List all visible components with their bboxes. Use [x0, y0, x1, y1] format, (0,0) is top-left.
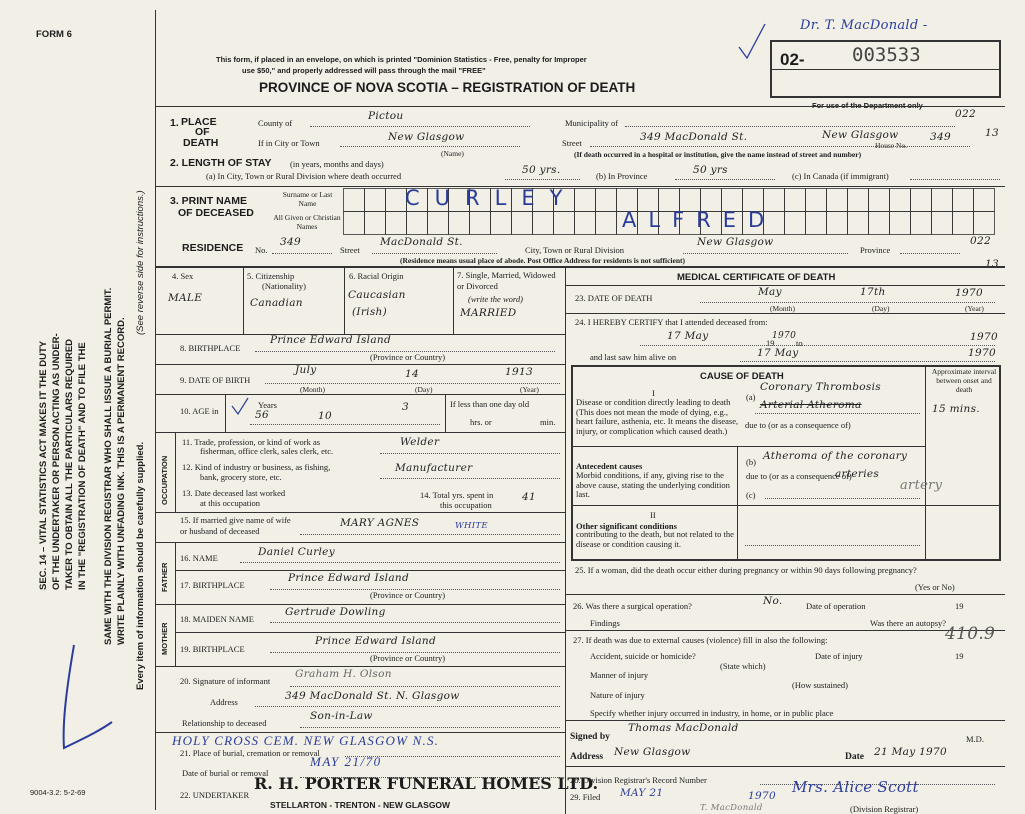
operation-date-label: Date of operation	[806, 601, 866, 611]
yes-no-sub: (Yes or No)	[915, 582, 955, 592]
age-label: 10. AGE in	[180, 406, 219, 416]
signed-by-label: Signed by	[570, 732, 610, 742]
attended-to-year: 1970	[970, 331, 998, 343]
name-grid-cell	[344, 212, 365, 235]
cause-header: CAUSE OF DEATH	[700, 371, 784, 382]
spouse-value-2: WHITE	[455, 521, 488, 531]
md-label: M.D.	[966, 734, 984, 744]
citizenship-value: Canadian	[250, 297, 303, 309]
birthplace-value: Prince Edward Island	[270, 334, 391, 346]
due-to-label-2: due to (or as a consequence of)	[746, 471, 852, 481]
registrar-signature: Mrs. Alice Scott	[792, 778, 919, 796]
how-sustained-sub: (How sustained)	[792, 680, 848, 690]
physician-date-value: 21 May 1970	[874, 746, 948, 758]
stay-b-value: 50 yrs	[693, 164, 728, 176]
mother-maiden-label: 18. MAIDEN NAME	[180, 614, 254, 624]
surname-label: Surname or Last Name	[282, 190, 333, 208]
name-grid-cell	[806, 212, 827, 235]
undertaker-name: R. H. PORTER FUNERAL HOMES LTD.	[254, 774, 599, 793]
undertaker-address: STELLARTON - TRENTON - NEW GLASGOW	[270, 800, 451, 810]
age-years: 56	[255, 409, 269, 421]
spouse-label: 15. If married give name of wife	[180, 515, 291, 525]
stay-a-value: 50 yrs.	[522, 164, 561, 176]
race-label: 6. Racial Origin	[349, 271, 404, 281]
dob-label: 9. DATE OF BIRTH	[180, 375, 251, 385]
name-label-1: 3. PRINT NAME	[170, 195, 248, 207]
name-grid-cell	[890, 189, 911, 212]
side-instruction-2: OF THE UNDERTAKER OR PERSON ACTING AS UNDER-	[51, 333, 62, 590]
father-side-label: FATHER	[160, 562, 169, 592]
name-grid-cell	[911, 189, 932, 212]
part-one-label: I	[652, 388, 655, 398]
municipality-label: Municipality of	[565, 118, 619, 128]
mother-birthplace-label: 19. BIRTHPLACE	[180, 644, 245, 654]
stay-label: 2. LENGTH OF STAY	[170, 157, 272, 169]
attended-to: to	[796, 338, 803, 348]
residence-street: MacDonald St.	[380, 236, 463, 248]
other-conditions-desc: contributing to the death, but not related to the disease or condition causing it.	[576, 529, 734, 549]
stay-c-label: (c) In Canada (if immigrant)	[792, 171, 889, 181]
name-grid-cell	[785, 212, 806, 235]
name-grid-cell	[386, 189, 407, 212]
name-grid-cell	[932, 212, 953, 235]
place-code-2: 13	[985, 127, 999, 139]
name-grid-cell	[470, 212, 491, 235]
antecedent-description: Morbid conditions, if any, giving rise to the above cause, stating the underlying condition last.	[576, 470, 730, 499]
sex-value: MALE	[168, 292, 203, 304]
marital-value: MARRIED	[460, 307, 517, 319]
informant-address-label: Address	[210, 697, 238, 707]
name-grid-cell	[575, 189, 596, 212]
name-grid-cell	[806, 189, 827, 212]
occupation-side-label: OCCUPATION	[160, 455, 169, 505]
cause-a-label: (a)	[746, 392, 756, 402]
registration-prefix: 02-	[780, 50, 805, 69]
undertaker-label: 22. UNDERTAKER	[180, 790, 250, 800]
side-instruction-5: SAME WITH THE DIVISION REGISTRAR WHO SHALL ISSUE A BURIAL PERMIT.	[103, 287, 114, 645]
department-code: 022	[955, 108, 976, 120]
dob-day: 14	[405, 368, 419, 380]
death-year-sub: (Year)	[965, 304, 984, 313]
residence-no: 349	[280, 236, 301, 248]
name-grid-cell	[848, 212, 869, 235]
name-grid-cell	[365, 212, 386, 235]
occ-14-label: 14. Total yrs. spent in	[420, 490, 494, 500]
side-instruction-6: WRITE PLAINLY WITH UNFADING INK. THIS IS A PERMANENT RECORD.	[116, 317, 127, 645]
nature-label: Nature of injury	[590, 690, 645, 700]
name-grid-cell	[596, 189, 617, 212]
death-month-sub: (Month)	[770, 304, 795, 313]
certify-label: 24. I HEREBY CERTIFY that I attended deceased from:	[575, 317, 768, 327]
name-grid-cell	[428, 212, 449, 235]
stay-b-label: (b) In Province	[596, 171, 648, 181]
father-name: Daniel Curley	[258, 546, 335, 558]
age-min-label: min.	[540, 417, 556, 427]
city-name-sub: (Name)	[441, 149, 464, 158]
attended-from: 17 May	[667, 330, 709, 342]
cause-b-value-2: arteries	[835, 468, 880, 480]
burial-place-label: 21. Place of burial, cremation or removal	[180, 748, 320, 758]
name-grid-cell	[596, 212, 617, 235]
attended-nineteen: 19	[766, 338, 775, 348]
filed-year: 1970	[748, 790, 776, 802]
race-value: Caucasian	[348, 289, 406, 301]
q28-label: 28. Division Registrar's Record Number	[570, 775, 707, 785]
stay-a-label: (a) In City, Town or Rural Division where death occurred	[206, 171, 402, 181]
name-grid-cell	[575, 212, 596, 235]
state-which-sub: (State which)	[720, 661, 766, 671]
death-day-sub: (Day)	[872, 304, 890, 313]
marital-sub: (write the word)	[468, 294, 523, 304]
father-birthplace-sub: (Province or Country)	[370, 590, 446, 600]
residence-label: RESIDENCE	[182, 242, 244, 254]
bottom-note: T. MacDonald	[700, 803, 763, 813]
residence-code: 022	[970, 235, 991, 247]
death-month: May	[758, 286, 782, 298]
father-birthplace-label: 17. BIRTHPLACE	[180, 580, 245, 590]
spouse-value: MARY AGNES	[340, 517, 420, 529]
name-grid-cell	[785, 189, 806, 212]
injury-date-label: Date of injury	[815, 651, 863, 661]
residence-no-label: No.	[255, 245, 268, 255]
name-grid-cell	[554, 212, 575, 235]
findings-label: Findings	[590, 618, 620, 628]
due-to-label-1: due to (or as a consequence of)	[745, 420, 851, 430]
medical-header: MEDICAL CERTIFICATE OF DEATH	[677, 272, 836, 283]
given-value: ALFRED	[622, 208, 777, 232]
county-label: County of	[258, 118, 293, 128]
given-label: All Given or Christian Names	[273, 213, 341, 231]
q25-label: 25. If a woman, did the death occur either during pregnancy or within 90 days following pregnancy?	[575, 565, 917, 575]
residence-note: (Residence means usual place of abode. Post Office Address for residents is not sufficient)	[400, 256, 685, 265]
icd-mark: 410.9	[945, 624, 996, 644]
residence-street-label: Street	[340, 245, 360, 255]
occ-11-value: Welder	[400, 436, 440, 448]
birthplace-sub: (Province or Country)	[370, 352, 446, 362]
cause-a-value-2: Arterial Atheroma	[760, 399, 862, 411]
residence-city-label: City, Town or Rural Division	[525, 245, 625, 255]
residence-city: New Glasgow	[697, 236, 774, 248]
postage-note-1: This form, if placed in an envelope, on which is printed "Dominion Statistics - Free, penalty for Improper	[216, 55, 587, 64]
checkmark-icon	[737, 22, 767, 62]
cause-b-value-3: artery	[900, 478, 943, 493]
dob-month: July	[295, 364, 317, 376]
side-instruction-8: (See reverse side for instructions.)	[135, 190, 146, 335]
name-grid-cell	[344, 189, 365, 212]
specify-label: Specify whether injury occurred in industry, in home, or in public place	[590, 708, 834, 718]
cause-a-value: Coronary Thrombosis	[760, 381, 881, 393]
age-check-icon	[230, 396, 250, 416]
name-grid-cell	[827, 189, 848, 212]
mother-birthplace: Prince Edward Island	[315, 635, 436, 647]
cause-c-label: (c)	[746, 490, 756, 500]
marital-label: 7. Single, Married, Widowed or Divorced	[457, 270, 556, 291]
dob-year-sub: (Year)	[520, 385, 539, 394]
sex-label: 4. Sex	[172, 271, 194, 281]
age-days: 3	[402, 401, 409, 413]
name-grid-cell	[974, 189, 995, 212]
approx-interval-label: Approximate interval between onset and death	[931, 367, 997, 394]
county-value: Pictou	[368, 110, 404, 122]
place-num: 1.	[170, 117, 179, 129]
q29-label: 29. Filed	[570, 792, 601, 802]
name-grid-cell	[974, 212, 995, 235]
form-title: PROVINCE OF NOVA SCOTIA – REGISTRATION OF DEATH	[259, 80, 636, 95]
house-value: 349	[930, 131, 951, 143]
part-two-label: II	[650, 510, 656, 520]
spouse-label-2: or husband of deceased	[180, 526, 260, 536]
mother-birthplace-sub: (Province or Country)	[370, 653, 446, 663]
hospital-note: (If death occurred in a hospital or institution, give the name instead of street and number)	[574, 150, 862, 159]
occ-13-label: 13. Date deceased last worked	[182, 488, 286, 498]
age-hrs-label: hrs. or	[470, 417, 492, 427]
handwritten-mark	[40, 640, 120, 760]
filed-date: MAY 21	[620, 787, 664, 799]
name-grid-cell	[911, 212, 932, 235]
side-instruction-4: IN THE "REGISTRATION OF DEATH" AND TO FILE THE	[77, 342, 88, 590]
father-name-label: 16. NAME	[180, 553, 218, 563]
occ-12-label: 12. Kind of industry or business, as fishing,	[182, 462, 331, 472]
other-conditions-label: Other significant conditions	[576, 521, 677, 531]
name-grid-cell	[827, 212, 848, 235]
age-months: 10	[318, 410, 332, 422]
relationship-value: Son-in-Law	[310, 710, 373, 722]
name-grid-cell	[848, 189, 869, 212]
informant-sig-label: 20. Signature of informant	[180, 676, 271, 686]
operation-year-label: 19	[955, 601, 964, 611]
antecedent-label: Antecedent causes	[576, 461, 643, 471]
signed-by-value: Thomas MacDonald	[628, 722, 739, 734]
name-grid-cell	[869, 212, 890, 235]
occ-13-sub: at this occupation	[200, 498, 260, 508]
registration-number: 003533	[852, 44, 921, 66]
last-saw-label: and last saw him alive on	[590, 352, 677, 362]
q26-value: No.	[763, 595, 783, 607]
cause-b-value: Atheroma of the coronary	[763, 450, 908, 462]
physician-address-label: Address	[570, 752, 604, 762]
city-value: New Glasgow	[388, 131, 465, 143]
name-grid-cell	[533, 212, 554, 235]
side-instruction-1: SEC. 14 – VITAL STATISTICS ACT MAKES IT THE DUTY	[38, 340, 49, 590]
postage-note-2: use $50," and properly addressed will pass through the mail "FREE"	[242, 66, 486, 75]
form-code: 9004-3.2: 5-2-69	[30, 788, 86, 797]
side-instruction-3: TAKER TO OBTAIN ALL THE PARTICULARS REQUIRED	[64, 338, 75, 590]
name-grid-cell	[407, 212, 428, 235]
form-number: FORM 6	[36, 29, 72, 40]
physician-address-value: New Glasgow	[614, 746, 691, 758]
last-saw-date: 17 May	[757, 347, 799, 359]
name-grid-cell	[869, 189, 890, 212]
attended-from-year: 1970	[772, 331, 797, 341]
street-label: Street	[562, 138, 582, 148]
citizenship-label: 5. Citizenship	[247, 271, 295, 281]
citizenship-sub: (Nationality)	[262, 281, 306, 291]
department-use-label: For use of the Department only	[812, 101, 923, 110]
disease-description: Disease or condition directly leading to death (This does not mean the mode of dying, e.g., heart failure, asthenia, etc. It means the disease, injury, or complication which caused death.)	[576, 397, 739, 436]
place-label-1: PLACE	[181, 116, 217, 128]
relationship-label: Relationship to deceased	[182, 718, 267, 728]
name-grid-cell	[386, 212, 407, 235]
residence-province-label: Province	[860, 245, 891, 255]
manner-label: Manner of injury	[590, 670, 649, 680]
residence-code-2: 13	[985, 258, 999, 270]
death-day: 17th	[860, 286, 886, 298]
death-year: 1970	[955, 287, 983, 299]
name-grid-cell	[890, 212, 911, 235]
burial-date-label: Date of burial or removal	[182, 768, 269, 778]
occ-11-label: 11. Trade, profession, or kind of work as	[182, 437, 321, 447]
dob-year: 1913	[505, 366, 533, 378]
city-label: If in City or Town	[258, 138, 320, 148]
occ-14-sub: this occupation	[440, 500, 492, 510]
burial-date-value: MAY 21/70	[310, 754, 382, 769]
name-grid-cell	[449, 212, 470, 235]
place-label-3: DEATH	[183, 137, 219, 149]
informant-signature: Graham H. Olson	[295, 668, 392, 680]
last-saw-year: 1970	[968, 347, 996, 359]
race-value-2: (Irish)	[352, 306, 387, 318]
registrar-sub: (Division Registrar)	[850, 804, 919, 814]
cause-b-label: (b)	[746, 457, 756, 467]
stay-sub: (in years, months and days)	[290, 159, 384, 169]
occ-12-value: Manufacturer	[395, 462, 473, 474]
occ-14-value: 41	[522, 491, 536, 503]
name-grid-cell	[932, 189, 953, 212]
house-label: House No.	[875, 141, 908, 150]
occ-11-sub: fisherman, office clerk, sales clerk, etc.	[200, 446, 334, 456]
name-grid-cell	[953, 189, 974, 212]
place-label-2: OF	[195, 126, 210, 138]
mother-maiden-value: Gertrude Dowling	[285, 606, 386, 618]
father-birthplace: Prince Edward Island	[288, 572, 409, 584]
annotation-doctor: Dr. T. MacDonald -	[800, 18, 928, 33]
name-grid-cell	[953, 212, 974, 235]
street-value-2: New Glasgow	[822, 129, 899, 141]
burial-place-value: HOLY CROSS CEM. NEW GLASGOW N.S.	[172, 733, 440, 748]
autopsy-label: Was there an autopsy?	[870, 618, 947, 628]
street-value: 349 MacDonald St.	[640, 131, 748, 143]
age-years-label: Years	[258, 400, 277, 410]
age-less-label: If less than one day old	[450, 399, 530, 409]
physician-date-label: Date	[845, 752, 864, 762]
side-instruction-7: Every item of information should be carefully supplied.	[135, 441, 146, 690]
death-date-label: 23. DATE OF DEATH	[575, 293, 653, 303]
dob-day-sub: (Day)	[415, 385, 433, 394]
informant-address: 349 MacDonald St. N. Glasgow	[285, 690, 460, 702]
accident-label: Accident, suicide or homicide?	[590, 651, 696, 661]
dob-month-sub: (Month)	[300, 385, 325, 394]
injury-year-label: 19	[955, 651, 964, 661]
mother-side-label: MOTHER	[160, 622, 169, 655]
q26-label: 26. Was there a surgical operation?	[573, 601, 692, 611]
interval-value: 15 mins.	[932, 403, 980, 415]
name-grid-cell	[491, 212, 512, 235]
surname-value: CURLEY	[405, 186, 578, 210]
q27-label: 27. If death was due to external causes (violence) fill in also the following:	[573, 635, 828, 645]
name-label-2: OF DECEASED	[178, 207, 254, 219]
name-grid-cell	[365, 189, 386, 212]
birthplace-label: 8. BIRTHPLACE	[180, 343, 241, 353]
occ-12-sub: bank, grocery store, etc.	[200, 472, 282, 482]
name-grid-cell	[512, 212, 533, 235]
